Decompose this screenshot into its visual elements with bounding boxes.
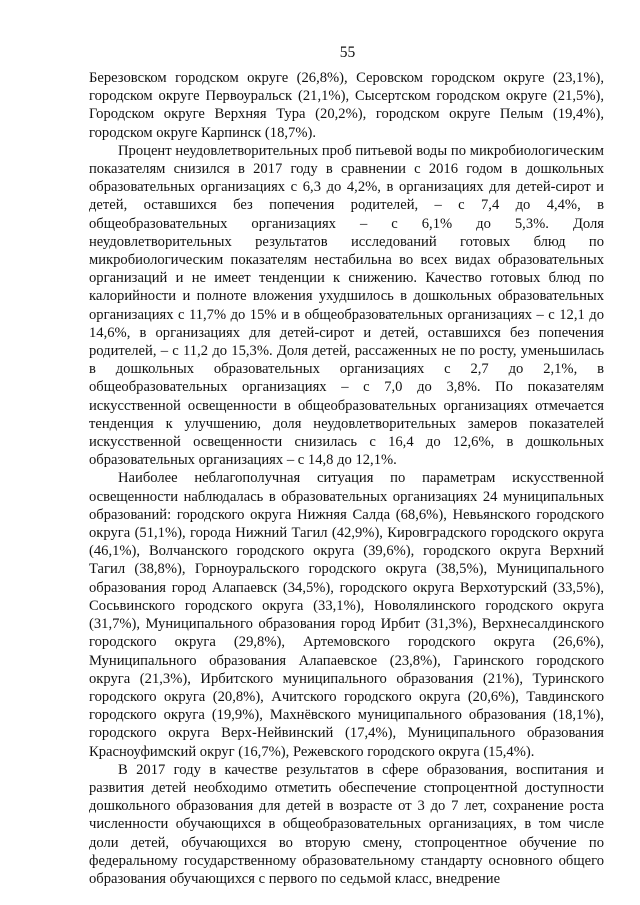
page-number: 55 <box>339 44 356 61</box>
paragraph-continuation: Березовском городском округе (26,8%), Серовском городском округе (23,1%), городском округе Первоуральск (21,1%), Сысертском городском округе (21,5%), Городском округе Верхняя Тура (20,2%), городском округе Пелым (19,4%), городском округе Карпинск (18,7%). <box>89 70 604 141</box>
paragraph-education-results: В 2017 году в качестве результатов в сфере образования, воспитания и развития детей необходимо отметить обеспечение стопроцентной доступности дошкольного образования для детей в возрасте от 3 до 7 лет, сохранение роста численности обучающихся в общеобразовательных организациях, в том числе доли детей, обучающихся во вторую смену, стопроцентное обучение по федеральному государственному образовательному стандарту основного общего образования обучающихся с первого по седьмой класс, внедрение <box>89 761 604 887</box>
paragraph-water-and-food-quality: Процент неудовлетворительных проб питьевой воды по микробиологическим показателям снизился в 2017 году в сравнении с 2016 годом в дошкольных образовательных организациях с 6,3 до 4,2%, в организациях для детей-сирот и детей, оставшихся без попечения родителей, – с 7,4 до 4,4%, в общеобразовательных организациях – с 6,1% до 5,3%. Доля неудовлетворительных результатов исследований готовых блюд по микробиологическим показателям нестабильна во всех видах образовательных организаций и не имеет тенденции к снижению. Качество готовых блюд по калорийности и полноте вложения ухудшилось в дошкольных образовательных организациях с 11,7% до 15% и в общеобразовательных организациях – с 12,1 до 14,6%, в организациях для детей-сирот и детей, оставшихся без попечения родителей, – с 11,2 до 15,3%. Доля детей, рассаженных не по росту, уменьшилась в дошкольных образовательных организациях с 2,7 до 2,1%, в общеобразовательных организациях – с 7,0 до 3,8%. По показателям искусственной освещенности в общеобразовательных организациях отмечается тенденция к улучшению, доля неудовлетворительных замеров показателей искусственной освещенности снизилась с 16,4 до 12,6%, в дошкольных образовательных организациях – с 14,8 до 12,1%. <box>89 142 604 469</box>
paragraph-lighting-municipalities: Наиболее неблагополучная ситуация по параметрам искусственной освещенности наблюдалась в образовательных организациях 24 муниципальных образований: городского округа Нижняя Салда (68,6%), Невьянского городского округа (51,1%), города Нижний Тагил (42,9%), Кировградского городского округа (46,1%), Волчанского городского округа (39,6%), городского округа Верхний Тагил (38,8%), Горноуральского городского округа (38,5%), Муниципального образования город Алапаевск (34,5%), городского округа Верхотурский (33,5%), Сосьвинского городского округа (33,1%), Новолялинского городского округа (31,7%), Муниципального образования город Ирбит (31,3%), Верхнесалдинского городского округа (29,8%), Артемовского городского округа (26,6%), Муниципального образования Алапаевское (23,8%), Гаринского городского округа (21,3%), Ирбитского муниципального образования (21%), Туринского городского округа (20,8%), Ачитского городского округа (20,6%), Тавдинского городского округа (19,9%), Махнёвского муниципального образования (18,1%), городского округа Верх-Нейвинский (17,4%), Муниципального образования Красноуфимский округ (16,7%), Режевского городского округа (15,4%). <box>89 470 604 760</box>
